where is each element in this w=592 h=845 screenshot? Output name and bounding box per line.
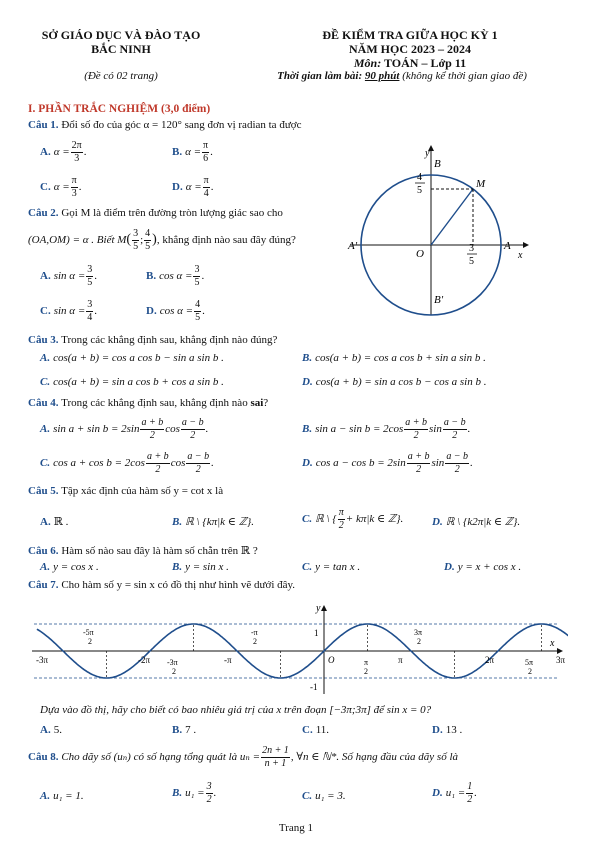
label-y: y <box>316 603 321 614</box>
x-frac-num: 3 <box>469 243 474 254</box>
tick-pi2-num: π <box>364 658 369 667</box>
q5-option-c[interactable]: C. ℝ \ { $\frac{\pi}{2}$ + kπ|k ∈ ℤ}. <box>302 507 404 531</box>
tick-m5pi2-den: 2 <box>88 637 92 646</box>
q7-option-b[interactable]: B. 7 . <box>172 724 197 736</box>
subject-name: TOÁN – Lớp 11 <box>384 56 467 70</box>
time-value: 90 phút <box>364 70 400 82</box>
q1-label: Câu 1. <box>28 119 59 131</box>
q1-option-c[interactable]: C. α = $\frac{\pi}{3}$ . <box>40 175 82 199</box>
tick-pi: π <box>398 655 403 665</box>
label-a: A <box>504 240 511 252</box>
q7-option-d[interactable]: D. 13 . <box>432 724 463 736</box>
tick-2pi: 2π <box>485 655 495 665</box>
tick-5pi2-num: 5π <box>525 658 534 667</box>
unit-circle-figure <box>340 140 540 320</box>
q4-option-d[interactable]: D. cos a − cos b = 2sin $\frac{a + b}{2}$ sin $\frac{a - b}{2}$ . <box>302 451 473 475</box>
exam-title: ĐỀ KIỂM TRA GIỮA HỌC KỲ 1 <box>322 28 498 42</box>
q7-option-a[interactable]: A. 5. <box>40 724 62 736</box>
q5-option-b[interactable]: B. ℝ \ {kπ|k ∈ ℤ}. <box>172 516 255 528</box>
label-b: B <box>434 158 441 170</box>
q3-option-d[interactable]: D. cos(a + b) = sin a cos b − cos a sin b . <box>302 376 487 388</box>
q5-stem: Câu 5. Tập xác định của hàm số y = cot x là <box>28 485 224 497</box>
label-y: y <box>425 148 430 159</box>
q6-option-b[interactable]: B. y = sin x . <box>172 561 229 573</box>
subject-line <box>270 56 550 71</box>
label-o: O <box>416 248 424 260</box>
tick-m5pi2-num: -5π <box>83 628 94 637</box>
q8-option-a[interactable]: A. u₁ = 1. <box>40 790 84 802</box>
q3-stem: Câu 3. Trong các khẳng định sau, khẳng định nào đúng? <box>28 334 278 346</box>
q3-option-a[interactable]: A. cos(a + b) = cos a cos b − sin a sin b . <box>40 352 224 364</box>
tick-3pi2-den: 2 <box>417 637 421 646</box>
q4-stem: Câu 4. Trong các khẳng định sau, khẳng định nào sai? <box>28 397 269 409</box>
q7-question: Dựa vào đồ thị, hãy cho biết có bao nhiêu giá trị của x trên đoạn [−3π;3π] để sin x = 0? <box>40 704 432 716</box>
tick-pi2-den: 2 <box>364 667 368 676</box>
time-label: Thời gian làm bài: <box>277 70 363 82</box>
dept-name: SỞ GIÁO DỤC VÀ ĐÀO TẠO <box>41 28 201 42</box>
pages-note: (Đề có 02 trang) <box>84 70 158 82</box>
label-b-prime: B′ <box>434 294 444 306</box>
q2-option-a[interactable]: A. sin α = $\frac{3}{5}$ . <box>40 264 97 288</box>
q1-option-d[interactable]: D. α = $\frac{\pi}{4}$ . <box>172 175 214 199</box>
q2-option-d[interactable]: D. cos α = $\frac{4}{5}$ . <box>146 299 205 323</box>
q5-option-a[interactable]: A. ℝ . <box>40 516 69 528</box>
label-a-prime: A′ <box>348 240 358 252</box>
q3-option-c[interactable]: C. cos(a + b) = sin a cos b + cos a sin b . <box>40 376 224 388</box>
tick-m3pi: -3π <box>36 655 49 665</box>
page-number: Trang 1 <box>278 822 314 834</box>
q6-option-a[interactable]: A. y = cos x . <box>40 561 99 573</box>
tick-3pi2-num: 3π <box>414 628 423 637</box>
q8-option-b[interactable]: B. u₁ = $\frac{3}{2}$ . <box>172 781 217 805</box>
q2-text1: Gọi M là điểm trên đường tròn lượng giác sao cho <box>61 207 283 219</box>
q4-option-c[interactable]: C. cos a + cos b = 2cos $\frac{a + b}{2}$ cos $\frac{a - b}{2}$ . <box>40 451 214 475</box>
label-one: 1 <box>314 628 319 638</box>
y-frac-num: 4 <box>417 172 422 183</box>
q1-option-b[interactable]: B. α = $\frac{\pi}{6}$ . <box>172 140 213 164</box>
tick-m3pi2-num: -3π <box>167 658 178 667</box>
q1-text: Đổi số đo của góc α = 120° sang đơn vị radian ta được <box>61 119 302 131</box>
section-title: I. PHẦN TRẮC NGHIỆM (3,0 điểm) <box>28 103 211 115</box>
q1-option-a[interactable]: A. α = $\frac{2\pi}{3}$ . <box>40 140 87 164</box>
q3-option-b[interactable]: B. cos(a + b) = cos a cos b + sin a sin b . <box>302 352 486 364</box>
tick-mpi: -π <box>224 655 232 665</box>
school-year: NĂM HỌC 2023 – 2024 <box>349 42 471 56</box>
label-m: M <box>476 178 486 190</box>
q2-label: Câu 2. <box>28 207 59 219</box>
q1-stem <box>28 119 301 131</box>
y-frac-den: 5 <box>417 185 422 196</box>
q6-option-c[interactable]: C. y = tan x . <box>302 561 361 573</box>
label-o: O <box>328 655 335 665</box>
tick-5pi2-den: 2 <box>528 667 532 676</box>
q6-stem: Câu 6. Hàm số nào sau đây là hàm số chẵn trên ℝ ? <box>28 545 258 557</box>
label-minus-one: -1 <box>310 682 318 692</box>
q6-option-d[interactable]: D. y = x + cos x . <box>444 561 522 573</box>
q8-option-d[interactable]: D. u₁ = $\frac{1}{2}$ . <box>432 781 477 805</box>
q7-option-c[interactable]: C. 11. <box>302 724 330 736</box>
tick-mpi2-den: 2 <box>253 637 257 646</box>
tick-3pi: 3π <box>556 655 566 665</box>
radius-om <box>431 189 473 245</box>
q2-option-c[interactable]: C. sin α = $\frac{3}{4}$ . <box>40 299 97 323</box>
sine-graph <box>28 600 568 698</box>
label-x: x <box>518 250 523 261</box>
tick-m3pi2-den: 2 <box>172 667 176 676</box>
q2-stem-line2: (OA,OM) = α . Biết M( $\frac{3}{5}$ ; $\frac{4}{5}$ ), khẳng định nào sau đây đúng? <box>28 228 296 252</box>
time-line <box>232 70 572 82</box>
tick-mpi2-num: -π <box>251 628 258 637</box>
q4-option-b[interactable]: B. sin a − sin b = 2cos $\frac{a + b}{2}$ sin $\frac{a - b}{2}$ . <box>302 417 471 441</box>
time-note: (không kể thời gian giao đề) <box>402 70 527 82</box>
q8-stem: Câu 8. Cho dãy số (uₙ) có số hạng tổng quát là uₙ = $\frac{2n + 1}{n + 1}$ , ∀n ∈ ℕ*. Số hạng đầu của dãy số là <box>28 745 459 769</box>
x-frac-den: 5 <box>469 256 474 267</box>
q4-option-a[interactable]: A. sin a + sin b = 2sin $\frac{a + b}{2}$ cos $\frac{a - b}{2}$ . <box>40 417 209 441</box>
tick-m2pi: -2π <box>138 655 151 665</box>
subject-label: Môn: <box>353 56 382 70</box>
label-x: x <box>550 638 555 649</box>
dept-province: BẮC NINH <box>91 42 151 56</box>
q2-stem-line1 <box>28 207 283 219</box>
q2-option-b[interactable]: B. cos α = $\frac{3}{5}$ . <box>146 264 205 288</box>
q7-stem: Câu 7. Cho hàm số y = sin x có đồ thị như hình vẽ dưới đây. <box>28 579 296 591</box>
q5-option-d[interactable]: D. ℝ \ {k2π|k ∈ ℤ}. <box>432 516 521 528</box>
q8-option-c[interactable]: C. u₁ = 3. <box>302 790 346 802</box>
